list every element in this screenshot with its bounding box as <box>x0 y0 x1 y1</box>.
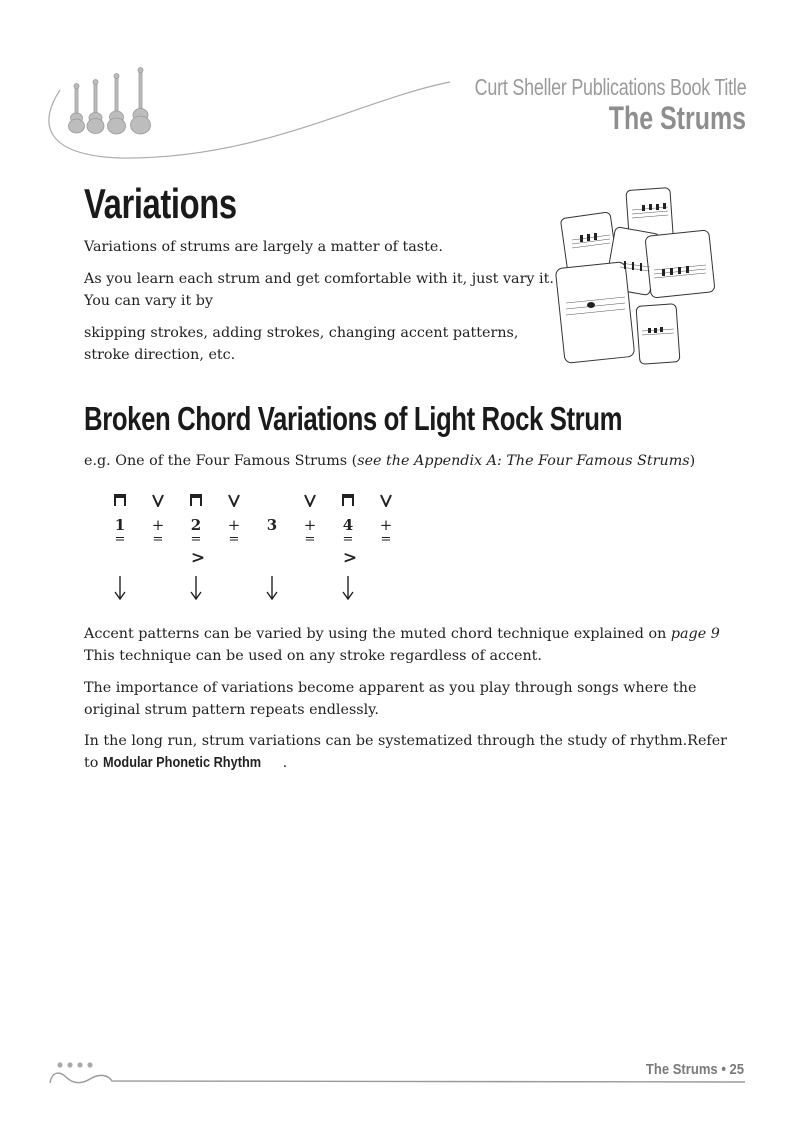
up-bow-icon <box>227 493 241 507</box>
beat-mark: = <box>152 532 164 547</box>
accent-paragraph-line2: This technique can be used on any stroke regardless of accent. <box>84 648 542 664</box>
long-run-suffix: . <box>282 755 288 771</box>
variations-paragraph-3: skipping strokes, adding strokes, changing accent patterns, stroke direction, etc. <box>84 325 519 363</box>
appendix-reference: see the Appendix A: The Four Famous Strums <box>357 453 690 469</box>
beat-mark: = <box>304 532 316 547</box>
beat-count: + <box>227 516 241 534</box>
up-bow-icon <box>303 493 317 507</box>
variations-heading: Variations <box>84 180 237 227</box>
intro-suffix: ) <box>689 453 696 469</box>
up-bow-icon <box>379 493 393 507</box>
beat-mark: = <box>114 532 126 547</box>
accent-paragraph <box>84 623 734 667</box>
modular-phonetic-rhythm-reference: Modular Phonetic Rhythm <box>102 755 262 771</box>
accent-mark: > <box>342 548 358 568</box>
footer-page-label: The Strums • 25 <box>645 1062 744 1078</box>
long-run-paragraph <box>84 730 734 774</box>
ukulele-icons <box>69 68 151 135</box>
page-reference: page 9 <box>670 626 720 642</box>
rhythm-cards-illustration <box>550 185 720 370</box>
footer-dots-icon <box>57 1062 92 1067</box>
down-bow-icon <box>341 493 355 507</box>
beat-count: + <box>379 516 393 534</box>
beat-count: + <box>151 516 165 534</box>
beat-mark: = <box>342 532 354 547</box>
broken-chord-heading: Broken Chord Variations of Light Rock Strum <box>84 400 623 437</box>
broken-chord-intro <box>84 450 734 472</box>
beat-mark: = <box>380 532 392 547</box>
up-bow-icon <box>151 493 165 507</box>
intro-prefix: e.g. One of the Four Famous Strums ( <box>84 453 358 469</box>
down-stroke-arrow-icon <box>189 575 203 601</box>
beat-count: 2 <box>190 516 202 534</box>
variations-paragraph-1: Variations of strums are largely a matter of taste. <box>84 239 443 255</box>
down-stroke-arrow-icon <box>265 575 279 601</box>
down-bow-icon <box>189 493 203 507</box>
series-title: Curt Sheller Publications Book Title <box>474 74 746 100</box>
beat-count: + <box>303 516 317 534</box>
long-run-text: In the long run, strum variations can be systematized through the study of rhythm.Refer to <box>84 733 727 771</box>
accent-paragraph-text: Accent patterns can be varied by using the muted chord technique explained on <box>84 626 671 642</box>
beat-mark: = <box>228 532 240 547</box>
importance-paragraph: The importance of variations become apparent as you play through songs where the original strum pattern repeats endlessly. <box>84 680 697 718</box>
variations-paragraph-2: As you learn each strum and get comfortable with it, just vary it. You can vary it by <box>84 271 554 309</box>
down-bow-icon <box>113 493 127 507</box>
beat-count: 4 <box>342 516 354 534</box>
down-stroke-arrow-icon <box>113 575 127 601</box>
accent-mark: > <box>190 548 206 568</box>
beat-mark: = <box>190 532 202 547</box>
down-stroke-arrow-icon <box>341 575 355 601</box>
chapter-title: The Strums <box>608 100 746 136</box>
beat-count: 3 <box>266 516 278 534</box>
beat-count: 1 <box>114 516 126 534</box>
